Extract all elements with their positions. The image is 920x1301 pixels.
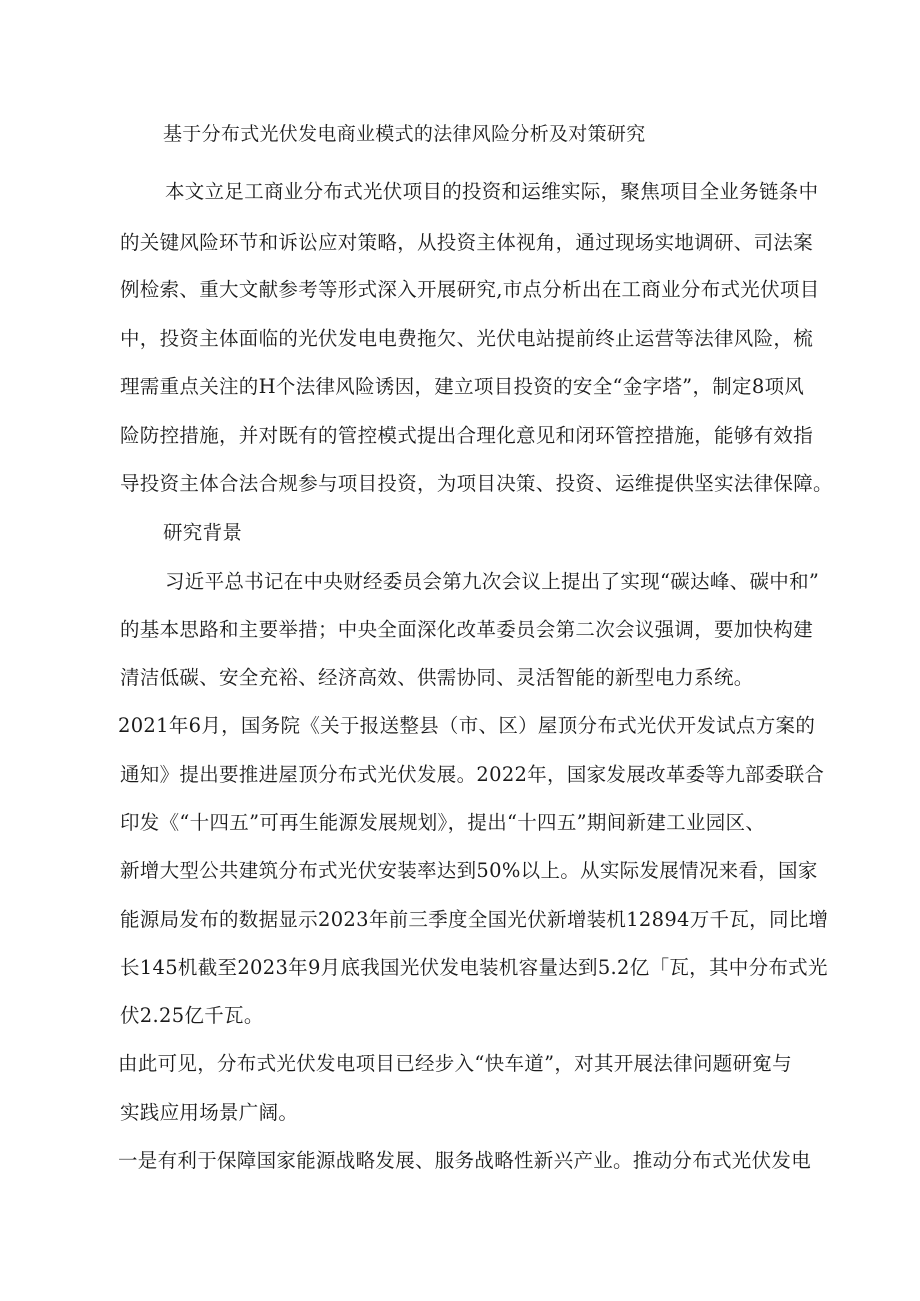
abstract-line: 导投资主体合法合规参与项目投资，为项目决策、投资、运维提供坚实法律保障。: [120, 472, 833, 495]
background-line: 印发《“十四五”可再生能源发展规划》，提出“十四五”期间新建工业园区、: [120, 811, 766, 834]
background-line: 的基本思路和主要举措；中央全面深化改革委员会第二次会议强调，要加快构建: [120, 618, 814, 641]
background-line: 2021年6月，国务院《关于报送整县（市、区）屋顶分布式光伏开发试点方案的: [118, 714, 816, 737]
section-heading: 研究背景: [163, 521, 243, 544]
background-line: 能源局发布的数据显示2023年前三季度全国光伏新增装机12894万千瓦，同比增: [120, 908, 829, 931]
background-line: 新增大型公共建筑分布式光伏安装率达到50%以上。从实际发展情况来看，国家: [120, 859, 818, 882]
abstract-line: 本文立足工商业分布式光伏项目的投资和运维实际，聚焦项目全业务链条中: [165, 180, 819, 203]
abstract-line: 例检索、重大文献参考等形式深入开展研究,市点分析出在工商业分布式光伏项目: [120, 278, 820, 301]
background-line: 清洁低碳、安全充裕、经济高效、供需协同、灵活智能的新型电力系统。: [120, 666, 754, 689]
background-line: 习近平总书记在中央财经委员会第九次会议上提出了实现“碳达峰、碳中和”: [165, 570, 820, 593]
abstract-line: 险防控措施，并对既有的管控模式提出合理化意见和闭环管控措施，能够有效指: [120, 424, 814, 447]
abstract-line: 的关键风险环节和诉讼应对策略，从投资主体视角，通过现场实地调研、司法案: [120, 231, 814, 254]
document-title: 基于分布式光伏发电商业模式的法律风险分析及对策研究: [163, 123, 646, 145]
background-line: 实践应用场景广阔。: [120, 1101, 299, 1124]
background-line: 由此可见，分布式光伏发电项目已经步入“快车道”，对其开展法律问题研寃与: [118, 1052, 792, 1075]
background-line: 通知》提出要推进屋顶分布式光伏发展。2022年，国家发展改革委等九部委联合: [120, 763, 825, 786]
background-line: 长145机截至2023年9月底我国光伏发电装机容量达到5.2亿「瓦，其中分布式光: [120, 956, 828, 979]
abstract-line: 理需重点关注的H个法律风险诱因，建立项目投资的安全“金字塔”，制定8项风: [120, 375, 805, 398]
abstract-line: 中，投资主体面临的光伏发电电费拖欠、光伏电站提前终止运营等法律风险，梳: [120, 327, 814, 350]
background-line: 伏2.25亿千瓦。: [120, 1004, 264, 1027]
background-line: 一是有利于保障国家能源战略发展、服务战略性新兴产业。推动分布式光伏发电: [118, 1149, 812, 1172]
